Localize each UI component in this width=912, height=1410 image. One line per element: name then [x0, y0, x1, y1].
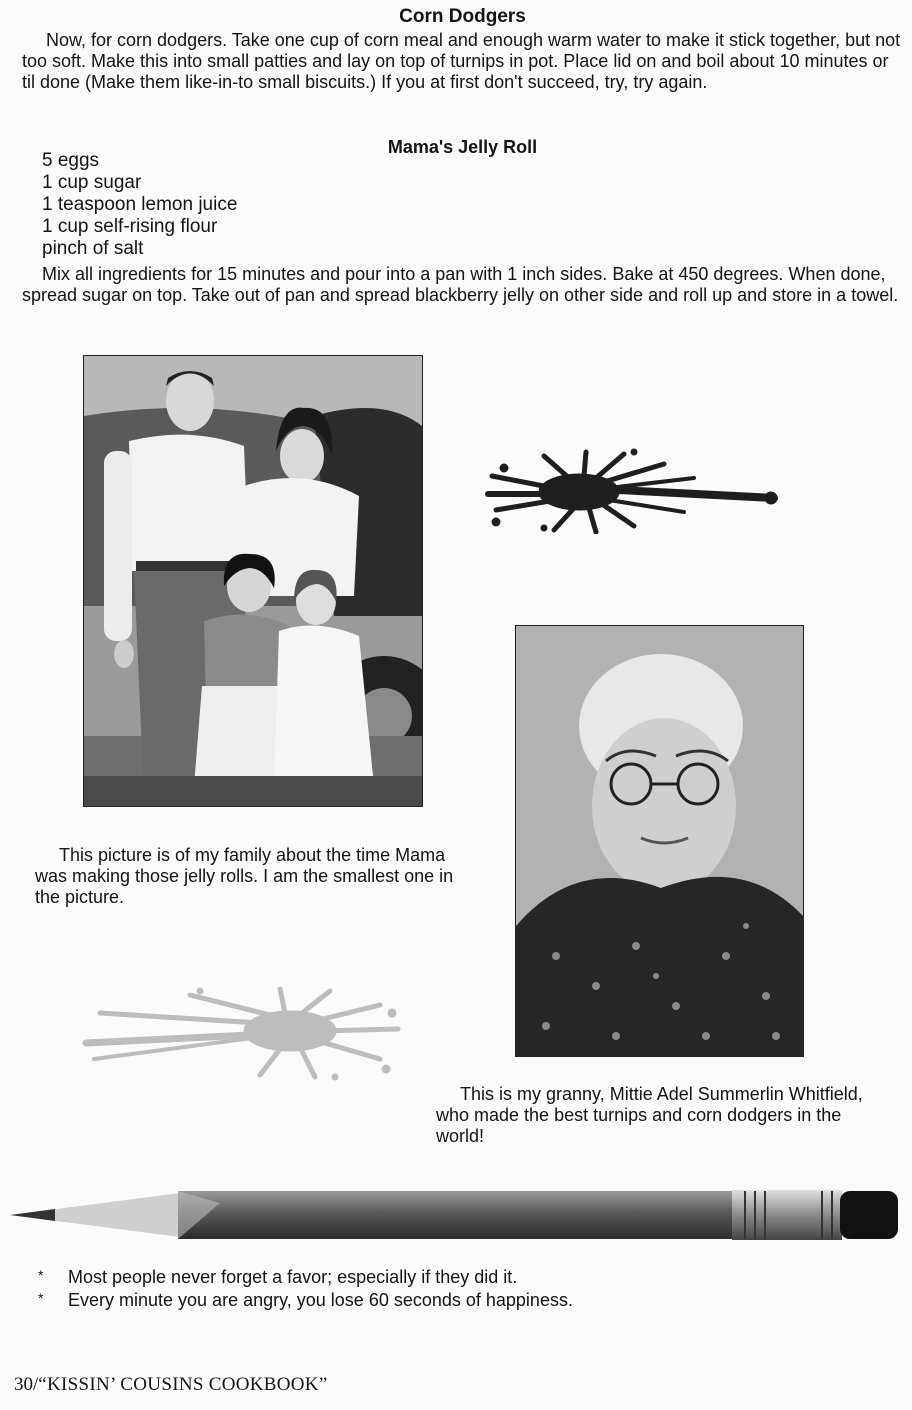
- dark-splash-ornament: [484, 448, 780, 534]
- page-number: 30/: [14, 1374, 39, 1395]
- granny-photo: [515, 625, 804, 1057]
- ingredient-list: [42, 150, 237, 260]
- quotes-list: [38, 1266, 878, 1312]
- ingredient-item: 5 eggs: [42, 150, 100, 171]
- bullet-icon: *: [38, 1267, 44, 1283]
- bullet-icon: *: [38, 1290, 44, 1306]
- granny-photo-caption: This is my granny, Mittie Adel Summerlin Whitfield, who made the best turnips and corn dodgers in the world!: [436, 1084, 863, 1146]
- quote-text: Every minute you are angry, you lose 60 seconds of happiness.: [68, 1290, 573, 1310]
- light-splash-ornament: [80, 985, 402, 1081]
- page-footer: [14, 1374, 328, 1396]
- quote-item: [38, 1266, 878, 1289]
- family-photo: [83, 355, 423, 807]
- corn-dodgers-title: Corn Dodgers: [399, 6, 526, 27]
- corn-dodgers-text: Now, for corn dodgers. Take one cup of corn meal and enough warm water to make it stick together, but not too soft. Make this into small patties and lay on top of turnips in pot. Place lid on and boil about 10 minutes or til done (Make them like-in-to small biscuits.) If you at first don't succeed, try, try again.: [22, 30, 901, 92]
- quote-item: [38, 1289, 878, 1312]
- ingredient-item: pinch of salt: [42, 238, 144, 259]
- ingredient-item: 1 teaspoon lemon juice: [42, 194, 238, 215]
- ingredient-item: 1 cup self-rising flour: [42, 216, 218, 237]
- jelly-roll-directions: Mix all ingredients for 15 minutes and pour into a pan with 1 inch sides. Bake at 450 degrees. When done, spread sugar on top. Take out of pan and spread blackberry jelly on other side and roll up and store in a towel.: [22, 264, 899, 305]
- jelly-roll-title: Mama's Jelly Roll: [387, 137, 538, 157]
- ingredient-item: 1 cup sugar: [42, 172, 142, 193]
- book-title: “KISSIN’ COUSINS COOKBOOK”: [38, 1374, 328, 1395]
- pencil-divider: [10, 1185, 900, 1249]
- quote-text: Most people never forget a favor; especially if they did it.: [68, 1267, 518, 1287]
- family-photo-caption: This picture is of my family about the time Mama was making those jelly rolls. I am the smallest one in the picture.: [35, 845, 454, 907]
